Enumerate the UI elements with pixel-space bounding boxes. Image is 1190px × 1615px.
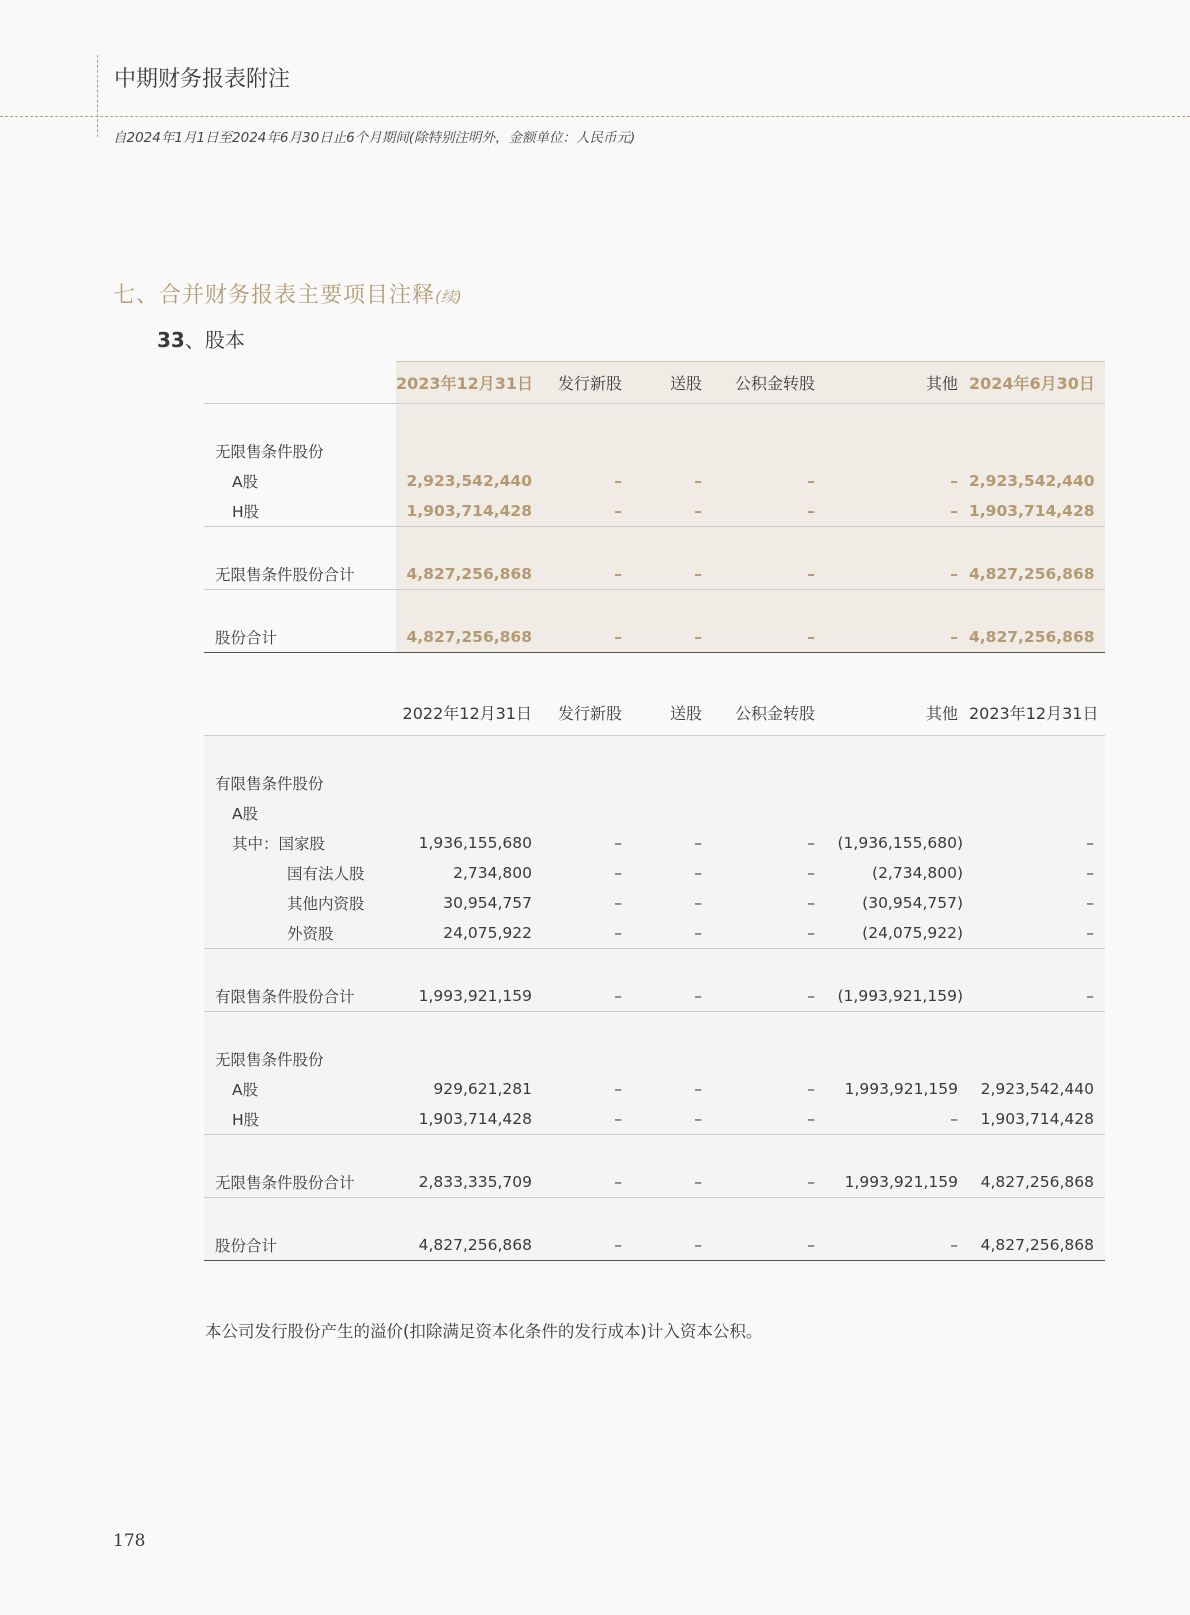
total-row — [204, 622, 1105, 653]
table-cell: 2,923,542,440 — [969, 1074, 1105, 1104]
table-row — [204, 1044, 1105, 1074]
table-cell: – — [826, 1230, 969, 1261]
table-cell: – — [826, 622, 969, 653]
header-blank-cell — [204, 362, 396, 404]
row-label — [204, 828, 396, 858]
table-cell: – — [543, 828, 633, 858]
table-cell: – — [543, 1104, 633, 1135]
header-divider-horizontal — [0, 116, 1190, 117]
table-cell: – — [543, 466, 633, 496]
row-label: A股 — [204, 1074, 396, 1104]
column-header: 发行新股 — [543, 362, 633, 404]
table-cell: – — [633, 466, 713, 496]
table-cell: (1,993,921,159) — [826, 981, 969, 1012]
table-cell: – — [826, 559, 969, 590]
table-cell: – — [543, 981, 633, 1012]
table-cell: – — [633, 888, 713, 918]
header-title: 中期财务报表附注 — [114, 67, 291, 92]
row-label: A股 — [232, 473, 259, 491]
row-label: H股 — [204, 496, 396, 527]
table-cell: 2,734,800 — [396, 858, 543, 888]
table-cell: – — [543, 1167, 633, 1198]
share-capital-table-2023 — [204, 690, 1105, 1261]
table-cell: – — [826, 496, 969, 527]
table-row — [204, 798, 1105, 828]
table-cell: 1,936,155,680 — [396, 828, 543, 858]
table-row — [204, 1104, 1105, 1135]
table-cell: 2,923,542,440 — [396, 466, 543, 496]
subtotal-row — [204, 1167, 1105, 1198]
table-cell: – — [713, 496, 826, 527]
table-header-row — [204, 362, 1105, 404]
table-cell: – — [633, 1074, 713, 1104]
table-cell: – — [713, 559, 826, 590]
table-cell: – — [826, 466, 969, 496]
header-subtitle: 自2024年1月1日至2024年6月30日止6个月期间(除特别注明外，金额单位：人民币元) — [113, 130, 636, 146]
table-cell: 1,903,714,428 — [396, 1104, 543, 1135]
table-cell: – — [633, 828, 713, 858]
table-cell: – — [633, 622, 713, 653]
table-cell: 4,827,256,868 — [396, 1230, 543, 1261]
table-cell: 2,923,542,440 — [969, 466, 1105, 496]
header-blank-cell — [204, 690, 396, 736]
table-cell: – — [713, 1230, 826, 1261]
table-cell: 4,827,256,868 — [969, 559, 1105, 590]
table-cell: – — [543, 496, 633, 527]
subsection-title — [157, 324, 245, 353]
table-cell: – — [713, 828, 826, 858]
table-cell: 1,993,921,159 — [826, 1074, 969, 1104]
column-header: 发行新股 — [543, 690, 633, 736]
table-cell: 1,993,921,159 — [826, 1167, 969, 1198]
table-row — [204, 1074, 1105, 1104]
page-number: 178 — [113, 1531, 146, 1551]
table-cell: (24,075,922) — [826, 918, 969, 949]
footnote: 本公司发行股份产生的溢价(扣除满足资本化条件的发行成本)计入资本公积。 — [205, 1322, 763, 1341]
table-cell: 2,833,335,709 — [396, 1167, 543, 1198]
table-cell: 4,827,256,868 — [396, 622, 543, 653]
column-header: 公积金转股 — [713, 690, 826, 736]
table-cell: – — [969, 828, 1105, 858]
table-cell: – — [969, 888, 1105, 918]
table-row — [204, 466, 1105, 496]
table-cell: – — [543, 888, 633, 918]
table-cell: 4,827,256,868 — [969, 622, 1105, 653]
total-row — [204, 1230, 1105, 1261]
table-row — [204, 918, 1105, 949]
row-label: 有限售条件股份合计 — [204, 981, 396, 1012]
row-label: 无限售条件股份 — [215, 443, 324, 461]
table-cell: – — [713, 888, 826, 918]
section-title — [113, 278, 462, 309]
table-cell: – — [633, 1167, 713, 1198]
row-label: 无限售条件股份合计 — [204, 1167, 396, 1198]
table-cell: (1,936,155,680) — [826, 828, 969, 858]
table-cell: – — [713, 1074, 826, 1104]
table-cell: 4,827,256,868 — [396, 559, 543, 590]
table-cell: – — [713, 918, 826, 949]
table-cell: – — [633, 559, 713, 590]
table-cell: – — [633, 1230, 713, 1261]
table-cell: – — [713, 622, 826, 653]
table-cell: – — [633, 918, 713, 949]
row-label: 外资股 — [204, 918, 396, 949]
table-cell: (30,954,757) — [826, 888, 969, 918]
table-cell: – — [543, 858, 633, 888]
column-header: 2024年6月30日 — [969, 362, 1105, 404]
row-label: 国有法人股 — [204, 858, 396, 888]
column-header: 公积金转股 — [713, 362, 826, 404]
table-cell: – — [543, 622, 633, 653]
table-row — [204, 436, 1105, 466]
column-header: 其他 — [826, 690, 969, 736]
table-row — [204, 496, 1105, 527]
table-row — [204, 888, 1105, 918]
table-cell: 1,903,714,428 — [969, 1104, 1105, 1135]
column-header: 2023年12月31日 — [396, 362, 543, 404]
table-cell: (2,734,800) — [826, 858, 969, 888]
column-header: 送股 — [633, 362, 713, 404]
table-cell: – — [543, 918, 633, 949]
table-cell: – — [633, 981, 713, 1012]
table-row — [204, 858, 1105, 888]
table-cell: 30,954,757 — [396, 888, 543, 918]
row-label-text: 国家股 — [278, 835, 326, 853]
column-header: 其他 — [826, 362, 969, 404]
table-row — [204, 768, 1105, 798]
table-cell: 1,903,714,428 — [969, 496, 1105, 527]
table-cell: – — [633, 496, 713, 527]
table-cell: – — [633, 858, 713, 888]
row-label: 无限售条件股份合计 — [204, 559, 396, 590]
table-cell: – — [826, 1104, 969, 1135]
table-cell: – — [713, 858, 826, 888]
row-label: H股 — [204, 1104, 396, 1135]
table-cell: – — [969, 918, 1105, 949]
table-cell: – — [713, 466, 826, 496]
table-cell: – — [543, 1074, 633, 1104]
row-label: 无限售条件股份 — [204, 1044, 396, 1074]
table-row — [204, 828, 1105, 858]
table-header-row — [204, 690, 1105, 736]
of-which-label: 其中： — [232, 835, 279, 853]
table-cell: – — [969, 858, 1105, 888]
subsection-number: 33 — [157, 328, 185, 352]
table-cell: 929,621,281 — [396, 1074, 543, 1104]
subsection-title-text: 、股本 — [184, 328, 245, 352]
table-cell: 24,075,922 — [396, 918, 543, 949]
table-cell: – — [969, 981, 1105, 1012]
table-cell: – — [543, 559, 633, 590]
row-label: 其他内资股 — [204, 888, 396, 918]
table-cell: – — [713, 1167, 826, 1198]
table-cell: 1,993,921,159 — [396, 981, 543, 1012]
table-cell: 4,827,256,868 — [969, 1167, 1105, 1198]
table-cell: – — [633, 1104, 713, 1135]
row-label: 有限售条件股份 — [204, 768, 396, 798]
column-header: 2023年12月31日 — [969, 690, 1105, 736]
subtotal-row — [204, 559, 1105, 590]
column-header: 送股 — [633, 690, 713, 736]
section-title-text: 七、合并财务报表主要项目注释 — [113, 283, 436, 308]
table-cell: 1,903,714,428 — [396, 496, 543, 527]
table-cell: – — [543, 1230, 633, 1261]
row-label: A股 — [204, 798, 396, 828]
column-header: 2022年12月31日 — [396, 690, 543, 736]
subtotal-row — [204, 981, 1105, 1012]
table-cell: 4,827,256,868 — [969, 1230, 1105, 1261]
share-capital-table-2024 — [204, 361, 1105, 653]
row-label: 股份合计 — [204, 622, 396, 653]
table-cell: – — [713, 1104, 826, 1135]
header-divider-vertical — [97, 55, 98, 137]
table-cell: – — [713, 981, 826, 1012]
section-continued: (续) — [435, 288, 462, 306]
row-label: 股份合计 — [204, 1230, 396, 1261]
